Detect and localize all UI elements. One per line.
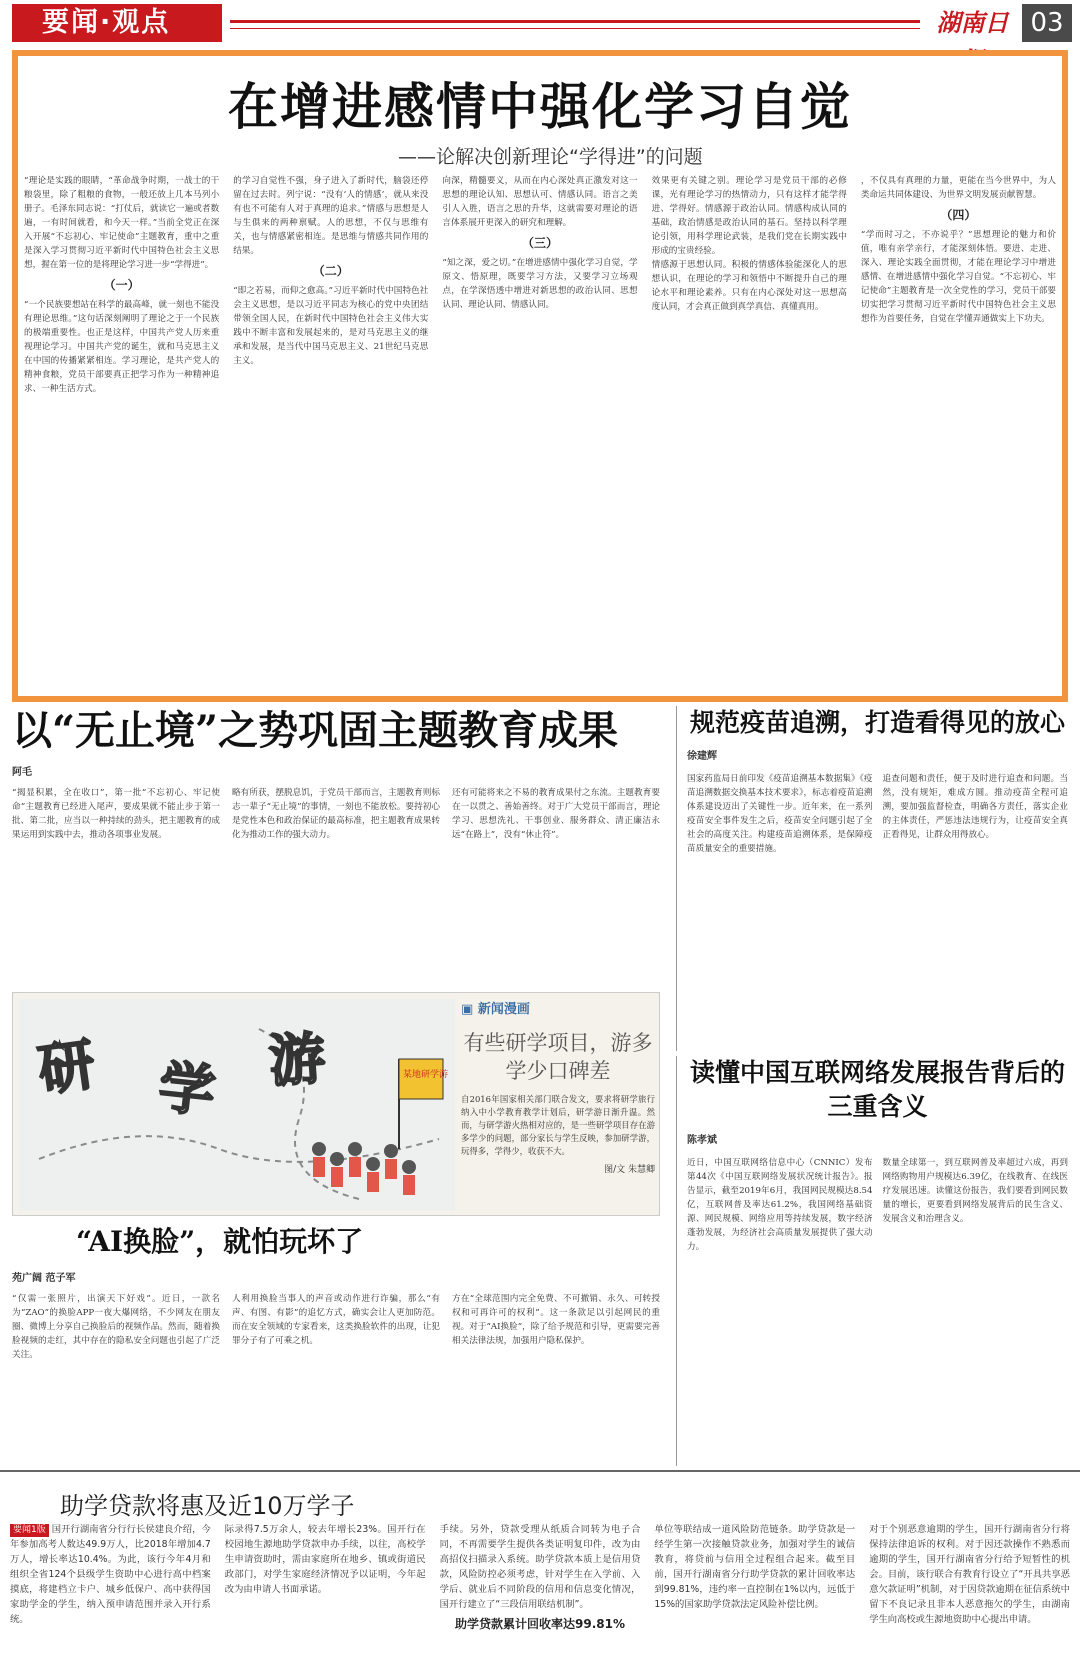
comic-tag-label: 新闻漫画 [477, 1002, 530, 1017]
loan-subhead: 助学贷款累计回收率达99.81% [455, 1617, 625, 1631]
comic-word-yan: 研 [34, 1032, 100, 1105]
lead-columns [24, 174, 1056, 692]
lead-paragraph: 的学习自觉性不强，身子进入了新时代，脑袋还停留在过去时。列宁说：“没有‘人的情感’，就从来没有也不可能有人对于真理的追求。”情感与思想是人与生俱来的两种禀赋。人的思想，不仅与思维有关，也与情感紧密相连。是思维与情感共同作用的结果。 [233, 176, 429, 256]
section-mark-2: （二） [312, 264, 349, 278]
theme-columns [12, 786, 660, 996]
internet-columns [687, 1156, 1068, 1446]
internet-title: 读懂中国互联网络发展报告背后的三重含义 [689, 1058, 1065, 1121]
ai-column-1: “仅需一张照片，出演天下好戏”。近日，一款名为“ZAO”的换脸APP一夜大爆网络，不少网友在朋友圈、微博上分享自己换脸后的视频作品。然而，随着换脸视频的走红，其中存在的隐私安全问题也引起了广泛关注。 [12, 1294, 220, 1360]
internet-column-1: 近日，中国互联网络信息中心（CNNIC）发布第44次《中国互联网络发展状况统计报告》。报告显示，截至2019年6月，我国网民规模达8.54亿，互联网普及率达61.2%，我国网络基础资源、网民规模、网络应用等持续发展，数字经济蓬勃发展，为经济社会高质量发展提供了强大动力。 [687, 1158, 873, 1252]
lead-paragraph: ，不仅具有真理的力量，更能在当今世界中，为人类命运共同体建设、为世界文明发展贡献智慧。 [860, 176, 1057, 200]
loan-column-5: 对于个别恶意逾期的学生，国开行湖南省分行将保持法律追诉的权利。对于因还款操作不熟悉而逾期的学生，国开行湖南省分行给予短暂性的机会。目前，该行联合有教育行设立了“开具共享恶意欠款证明”机制，对于因贷款逾期在征信系统中留下不良记录且非本人恶意拖欠的学生，由湖南学生向高校或生源地资助中心提出申请。 [869, 1524, 1070, 1625]
section-mark-1: （一） [103, 278, 140, 292]
paper-logo: 湖南日 [936, 8, 1009, 37]
masthead-rule [230, 20, 920, 23]
page-number: 03 [1022, 4, 1072, 42]
comic-word-you: 游 [266, 1026, 328, 1096]
internet-column-2: 数量全球第一，到互联网普及率超过六成，再到网络购物用户规模达6.39亿，在线教育、在线医疗发展迅速。读懂这份报告，我们要看到网民数量的增长，更要看到网络发展背后的民生含义、发展含义和治理含义。 [882, 1158, 1068, 1224]
comic-text: 自2016年国家相关部门联合发文，要求将研学旅行纳入中小学教育教学计划后，研学游日渐升温。然而，与研学游火热相对应的，是一些研学项目存在游多学少的问题，部分家长与学生反映，参加研学游，玩得多，学得少，收获不大。 [461, 1094, 655, 1156]
student-loan-article[interactable] [0, 1470, 1080, 1670]
ai-column-2: 人利用换脸当事人的声音或动作进行诈骗，那么“有声、有图、有影”的追忆方式，确实会让人更加防范。而在安全领域的专家看来，这类换脸软件的出现，让犯罪分子有了可乘之机。 [232, 1294, 440, 1346]
lead-paragraph: 向深，精髓要义，从而在内心深处真正激发对这一思想的理论认知、思想认可、情感认同。语言之美引人入胜，语言之思的升华，这就需要对理论的语言体系展开更深入的研究和理解。 [442, 176, 638, 228]
theme-title: 以“无止境”之势巩固主题教育成果 [12, 707, 619, 754]
theme-byline: 阿毛 [12, 767, 32, 778]
masthead [0, 0, 1080, 46]
lead-paragraph: 效果更有关键之别。理论学习是党员干部的必修课，光有理论学习的热情动力，只有这样才能学得进、学得好。情感源于政治认同。情感构成认同的基础，政治情感是政治认同的基石。坚持以科学理论引领，用科学理论武装，是我们党在长期实践中形成的宝贵经验。 [651, 176, 847, 256]
lead-column-2 [233, 174, 428, 692]
loan-paragraph: 手续。另外，贷款受理从纸质合同转为电子合同，不再需要学生提供各类证明复印件，改为由高招仪扫描录入系统。助学贷款本质上是信用贷款，风险防控必须考虑，针对学生在入学前、入学后、就业后不同阶段的信用和信息变化情况，国开行建立了“三段信用联结机制”。 [439, 1524, 641, 1610]
vaccine-title: 规范疫苗追溯，打造看得见的放心 [689, 708, 1065, 737]
comic-sidebar [461, 999, 655, 1211]
theme-column-1: “揭显积累，全在收口”，第一批“不忘初心、牢记使命”主题教育已经进入尾声，要成果就不能止步于第一批、第二批，应当以一种持续的劲头，把主题教育的成果运用到实践中去，推动各项事业发展。 [12, 788, 220, 840]
comic-word-xue: 学 [155, 1055, 219, 1126]
lead-paragraph: “即之若易，而仰之愈高。”习近平新时代中国特色社会主义思想，是以习近平同志为核心的党中央团结带领全国人民，在新时代中国特色社会主义伟大实践中不断丰富和发展起来的，是对马克思主义的继承和发展，是当代中国马克思主义、21世纪马克思主义。 [233, 286, 429, 366]
ai-face-swap-article[interactable] [12, 1222, 660, 1466]
lead-paragraph: 情感源于思想认同。积极的情感体验能深化人的思想认识，在理论的学习和领悟中不断提升自己的理论水平和理论素养。只有在内心深处对这一思想高度认同，才会真正做到真学真信、真懂真用。 [651, 260, 847, 312]
section-mark-3: （三） [522, 236, 559, 250]
comic-credit: 图/文 朱慧卿 [604, 1165, 655, 1175]
lead-paragraph: “理论是实践的眼睛，“革命战争时期，一战士的干粮袋里，除了粗粮的食物，一般还放上几本马列小册子。毛泽东同志说：“打仗后，就读它一遍或者数遍，一有时间就看，和今天一样。”当前全党正在深入开展“不忘初心、牢记使命”主题教育，重中之重是深入学习贯彻习近平新时代中国特色社会主义思想，握在第一位的是将理论学习进一步“学得进”。 [24, 176, 220, 270]
comic-illustration [19, 999, 455, 1211]
loan-column-3 [440, 1522, 641, 1667]
loan-paragraph: 国开行湖南省分行行长侯建良介绍，今年参加高考人数达49.9万人，比2018年增加4.7万人，增长率达10.4%。为此，该行今年4月和组织全省124个县级学生资助中心进行高中档案摸底，将建档立卡户、城乡低保户、高中获得国家助学金的学生，纳入预申请范围并录入开行系统。 [10, 1524, 211, 1625]
lead-article[interactable] [12, 50, 1068, 702]
vaccine-article[interactable] [676, 706, 1068, 1051]
comic-drawing [19, 999, 455, 1211]
loan-title: 助学贷款将惠及近10万学子 [60, 1492, 355, 1520]
ai-column-3: 方在“全球范围内完全免费、不可撤销、永久、可转授权和可再许可的权利”。这一条款足以引起网民的重视。对于“AI换脸”，除了给予规范和引导，更需要完善相关法律法规，加强用户隐私保护。 [452, 1294, 660, 1346]
loan-column-4: 单位等联结成一道风险防范链条。助学贷款是一经学生第一次接触贷款业务，加强对学生的诚信教育，将贷前与信用全过程组合起来。截至目前，国开行湖南省分行助学贷款的累计回收率达到99.81%，违约率一直控制在1%以内，远低于15%的国家助学贷款法定风险补偿比例。 [654, 1524, 856, 1610]
ai-columns [12, 1292, 660, 1472]
internet-byline: 陈孝斌 [687, 1135, 717, 1146]
loan-columns [10, 1522, 1070, 1667]
comic-tag [461, 999, 655, 1021]
ai-title: “AI换脸”，就怕玩坏了 [76, 1225, 364, 1258]
lead-paragraph: “一个民族要想站在科学的最高峰，就一刻也不能没有理论思维。”这句话深刻阐明了理论之于一个民族的极端重要性。也正是这样，中国共产党人历来重视理论学习。中国共产党的诞生，就和马克思主义在中国的传播紧紧相连。学习理论，是共产党人的精神食粮，党员干部要真正把学习作为一种精神追求、一种生活方式。 [24, 300, 220, 394]
vaccine-columns [687, 772, 1068, 1062]
theme-column-2: 略有所获，摆脱息饥，于党员干部而言，主题教育则标志一辈子“无止境”的事情，一刻也不能放松。要持初心是党性本色和政治保证的最高标准，把主题教育成果转化为推动工作的强大动力。 [232, 788, 440, 840]
lead-column-4 [652, 174, 847, 692]
vaccine-column-1: 国家药监局日前印发《疫苗追溯基本数据集》《疫苗追溯数据交换基本技术要求》，标志着疫苗追溯体系建设迈出了关键性一步。近年来，在一系列疫苗安全事件发生之后，疫苗安全问题引起了全社会的高度关注。构建疫苗追溯体系，是保障疫苗质量安全的重要措施。 [687, 774, 873, 854]
comic-tag-icon: ▣ [461, 1002, 478, 1017]
comic-flag-text: 某地研学游 [403, 1070, 449, 1080]
lead-column-1 [24, 174, 219, 692]
vaccine-byline: 徐建辉 [687, 751, 717, 762]
lead-subtitle: ——论解决创新理论“学得进”的问题 [398, 146, 703, 168]
lead-paragraph: “知之深，爱之切。”在增进感情中强化学习自觉，学原文、悟原理，既要学习方法，又要学习立场观点，在学深悟透中增进对新思想的政治认同、思想认同、理论认同、情感认同。 [442, 258, 638, 310]
vaccine-column-2: 追查问题和责任，便于及时进行追查和问题。当然，没有规矩，难成方圆。推动疫苗全程可追溯，要加强监督检查，明确各方责任，落实企业的主体责任，严惩违法违规行为，让疫苗安全真正看得见，让群众用得放心。 [882, 774, 1068, 840]
section-mark-4: （四） [940, 208, 977, 222]
ai-byline: 苑广阔 范子军 [12, 1273, 76, 1284]
loan-badge: 要闻1版 [10, 1524, 49, 1537]
comic-headline: 有些研学项目，游多学少口碑差 [463, 1031, 653, 1083]
theme-article[interactable] [12, 706, 660, 988]
internet-report-article[interactable] [676, 1056, 1068, 1466]
loan-column-1 [10, 1522, 211, 1667]
masthead-rule-thin [230, 28, 920, 29]
lead-paragraph: “学而时习之，不亦说乎？”思想理论的魅力和价值，唯有亲学亲行，才能深刻体悟。要进、走进、深入、理论实践全面贯彻，才能在理论学习中增进感情、在增进感情中强化学习自觉。“不忘初心、牢记使命”主题教育是一次全党性的学习，党员干部要切实把学习贯彻习近平新时代中国特色社会主义思想作为首要任务，自觉在学懂弄通做实上下功夫。 [860, 230, 1057, 324]
news-comic[interactable] [12, 992, 660, 1216]
loan-column-2: 际录得7.5万余人，较去年增长23%。国开行在校园地生源地助学贷款申办手续，以往，高校学生申请资助时，需由家庭所在地乡、镇或街道民政部门，对学生家庭经济情况予以证明，今年起改为由申请人书面承诺。 [224, 1524, 426, 1595]
lead-title: 在增进感情中强化学习自觉 [228, 77, 852, 136]
lead-column-5 [861, 174, 1056, 692]
section-tag: 要闻·观点 [12, 4, 222, 42]
theme-column-3: 还有可能将来之不易的教育成果付之东流。主题教育要在一以贯之、善始善终。对于广大党员干部而言，理论学习、思想洗礼、干事创业、服务群众、清正廉洁永远“在路上”，没有“休止符”。 [452, 788, 660, 840]
lead-column-3 [442, 174, 637, 692]
